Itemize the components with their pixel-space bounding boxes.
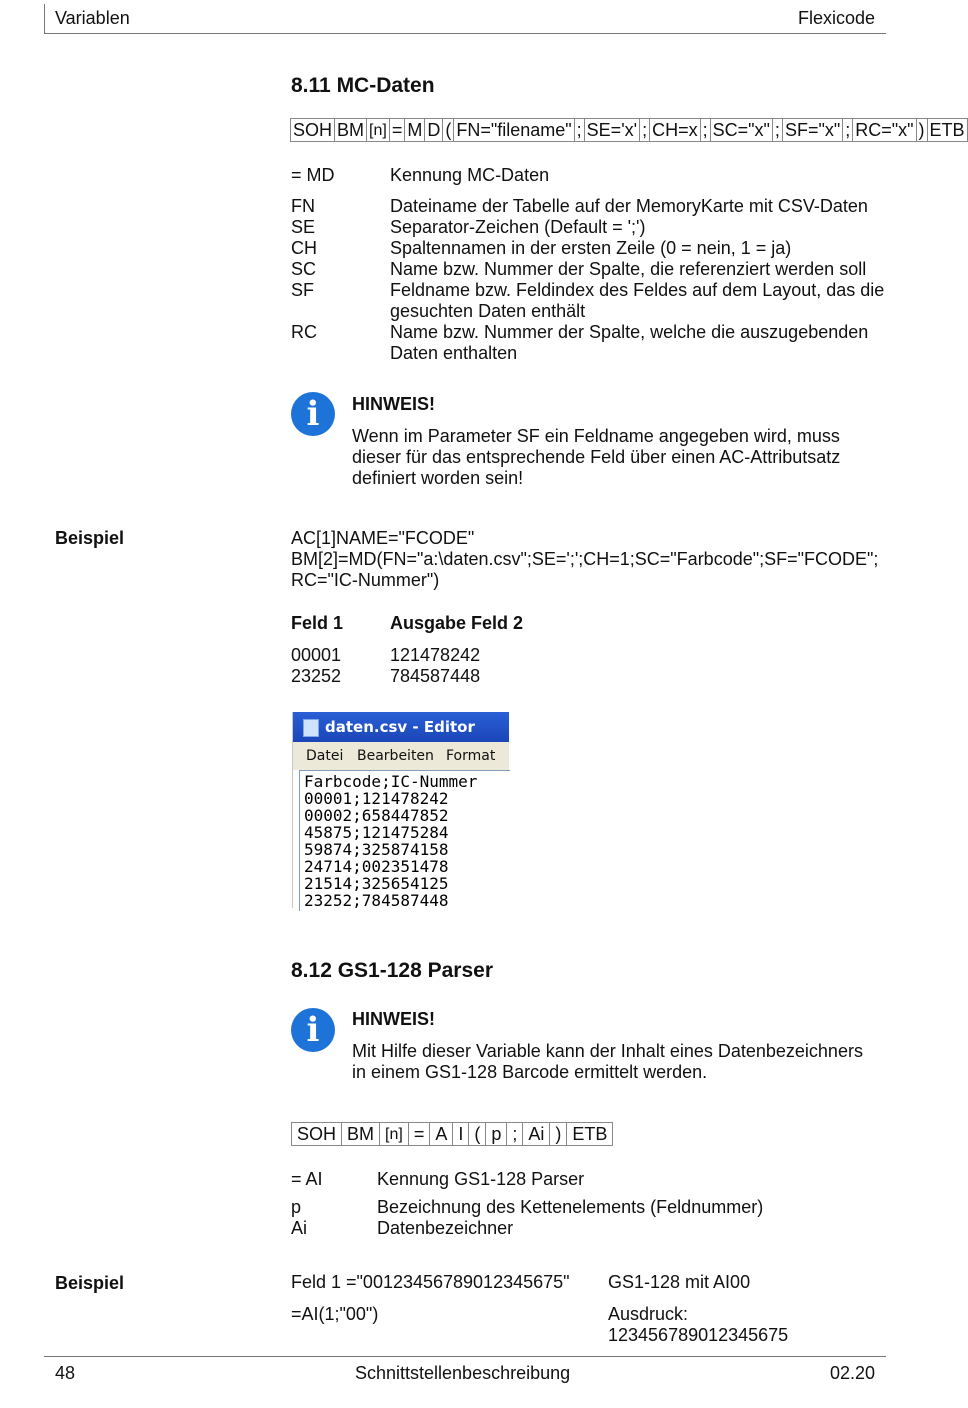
definition-value: Kennung GS1-128 Parser: [377, 1169, 585, 1189]
section-number: 8.11: [291, 74, 331, 97]
hint-title: HINWEIS!: [352, 1009, 435, 1029]
definition-key: Ai: [291, 1218, 308, 1238]
command-token: BM: [335, 118, 367, 142]
example-ai-call: =AI(1;"00"): [291, 1304, 379, 1324]
definition-value: Feldname bzw. Feldindex des Feldes auf dem Layout, das die gesuchten Daten enthält: [390, 280, 885, 321]
notepad-text-area[interactable]: [299, 770, 510, 911]
hint-line: dieser für das entsprechende Feld über einen AC-Attributsatz: [352, 447, 841, 467]
command-token: ETB: [928, 118, 968, 142]
notepad-line: 21514;325654125: [304, 874, 449, 893]
definition-key: = MD: [291, 165, 335, 185]
command-token: ): [917, 118, 928, 142]
command-token: SOH: [291, 1122, 342, 1146]
command-token: =: [409, 1122, 431, 1146]
definition-value: Bezeichnung des Kettenelements (Feldnummer): [377, 1197, 764, 1217]
command-token: p: [486, 1122, 507, 1146]
definition-key: SF: [291, 280, 315, 300]
command-token: (: [443, 118, 454, 142]
notepad-menubar: [293, 742, 509, 770]
command-token: FN="filename": [454, 118, 574, 142]
definition-key: = AI: [291, 1169, 323, 1189]
definition-value: Kennung MC-Daten: [390, 165, 550, 185]
example-line: RC="IC-Nummer"): [291, 570, 440, 590]
section-title: GS1-128 Parser: [337, 959, 493, 982]
command-token: ETB: [567, 1122, 613, 1146]
table-cell: 784587448: [390, 666, 481, 686]
example-code: [291, 528, 878, 591]
command-token: SC="x": [711, 118, 773, 142]
section-title: MC-Daten: [336, 74, 435, 97]
notepad-screenshot: [292, 712, 509, 908]
definition-value: Spaltennamen in der ersten Zeile (0 = nein, 1 = ja): [390, 238, 792, 258]
definition-value: Name bzw. Nummer der Spalte, welche die auszugebenden Daten enthalten: [390, 322, 869, 363]
definitions-gs1-keys: [291, 1169, 323, 1239]
notepad-line: 00002;658447852: [304, 806, 449, 825]
command-syntax-gs1: [291, 1122, 613, 1146]
footer-document-title: Schnittstellenbeschreibung: [355, 1363, 571, 1383]
definition-key: SE: [291, 217, 316, 237]
command-token: [n]: [380, 1122, 409, 1146]
footer-version: 02.20: [829, 1363, 875, 1383]
header-left-rule: [44, 4, 45, 33]
command-token: (: [469, 1122, 486, 1146]
notepad-line: 24714;002351478: [304, 857, 449, 876]
example-description: GS1-128 mit AI00: [608, 1272, 751, 1292]
command-token: Ai: [523, 1122, 550, 1146]
command-token: M: [405, 118, 425, 142]
definition-key: CH: [291, 238, 317, 258]
example-output-label: Ausdruck:: [608, 1304, 689, 1324]
notepad-line: 00001;121478242: [304, 789, 449, 808]
hint-line: definiert worden sein!: [352, 468, 524, 488]
definition-key: SC: [291, 259, 317, 279]
table-col-ausgabe: [390, 645, 480, 687]
example-label: Beispiel: [55, 1273, 125, 1293]
notepad-title: daten.csv - Editor: [325, 718, 475, 736]
example-label: Beispiel: [55, 528, 125, 548]
definition-key: p: [291, 1197, 302, 1217]
table-cell: 00001: [291, 645, 342, 665]
hint-title: HINWEIS!: [352, 394, 435, 414]
table-header-feld1: Feld 1: [291, 613, 344, 633]
command-token: CH=x: [650, 118, 701, 142]
hint-text: [352, 1041, 863, 1083]
definitions-gs1-values: [377, 1169, 763, 1239]
definition-value: Dateiname der Tabelle auf der MemoryKarte mit CSV-Daten: [390, 196, 868, 216]
table-cell: 23252: [291, 666, 342, 686]
definition-key: RC: [291, 322, 317, 342]
menu-bearbeiten[interactable]: Bearbeiten: [357, 748, 434, 764]
command-syntax-mc: [290, 118, 968, 142]
command-token: ;: [640, 118, 650, 142]
table-cell: 121478242: [390, 645, 481, 665]
notepad-line: Farbcode;IC-Nummer: [304, 772, 478, 791]
command-token: SE='x': [585, 118, 640, 142]
notepad-line: 45875;121475284: [304, 823, 449, 842]
command-token: ): [550, 1122, 567, 1146]
header-chapter: Variablen: [55, 8, 130, 28]
header-product: Flexicode: [797, 8, 875, 28]
info-icon: i: [291, 392, 335, 436]
command-token: SF="x": [783, 118, 843, 142]
header-divider: [44, 33, 886, 34]
command-token: SOH: [290, 118, 335, 142]
definition-value: Datenbezeichner: [377, 1218, 514, 1238]
command-token: ;: [575, 118, 585, 142]
command-token: BM: [342, 1122, 380, 1146]
command-token: D: [425, 118, 443, 142]
command-token: ;: [773, 118, 783, 142]
footer-page-number: 48: [55, 1363, 76, 1383]
example-output-value: 123456789012345675: [608, 1325, 789, 1345]
footer-divider: [44, 1356, 886, 1357]
menu-format[interactable]: Format: [446, 748, 496, 764]
example-feld: Feld 1 ="00123456789012345675": [291, 1272, 570, 1292]
command-token: [n]: [367, 118, 390, 142]
command-token: =: [390, 118, 406, 142]
notepad-titlebar: [293, 712, 509, 742]
example-line: BM[2]=MD(FN="a:\daten.csv";SE=';';CH=1;SC="Farbcode";SF="FCODE";: [291, 549, 879, 569]
definition-key: FN: [291, 196, 315, 216]
command-token: ;: [507, 1122, 523, 1146]
section-number: 8.12: [291, 959, 332, 982]
example-output: [608, 1304, 788, 1346]
command-token: RC="x": [853, 118, 916, 142]
definition-value: Separator-Zeichen (Default = ';'): [390, 217, 646, 237]
example-line: AC[1]NAME="FCODE": [291, 528, 475, 548]
section-heading-mc-daten: [291, 74, 435, 98]
notepad-icon: [303, 719, 319, 737]
notepad-line: 23252;784587448: [304, 891, 449, 910]
definition-value: Name bzw. Nummer der Spalte, die referenziert werden soll: [390, 259, 867, 279]
table-col-feld1: [291, 645, 341, 687]
info-icon: i: [291, 1008, 335, 1052]
command-token: ;: [843, 118, 853, 142]
notepad-line: 59874;325874158: [304, 840, 449, 859]
table-header-ausgabe: Ausgabe Feld 2: [390, 613, 524, 633]
command-token: ;: [701, 118, 711, 142]
hint-text: [352, 426, 840, 489]
command-token: I: [453, 1122, 469, 1146]
menu-datei[interactable]: Datei: [306, 748, 344, 764]
hint-line: Wenn im Parameter SF ein Feldname angegeben wird, muss: [352, 426, 840, 446]
command-token: A: [430, 1122, 453, 1146]
section-heading-gs1: [291, 959, 493, 983]
hint-line: in einem GS1-128 Barcode ermittelt werden.: [352, 1062, 708, 1082]
hint-line: Mit Hilfe dieser Variable kann der Inhalt eines Datenbezeichners: [352, 1041, 863, 1061]
